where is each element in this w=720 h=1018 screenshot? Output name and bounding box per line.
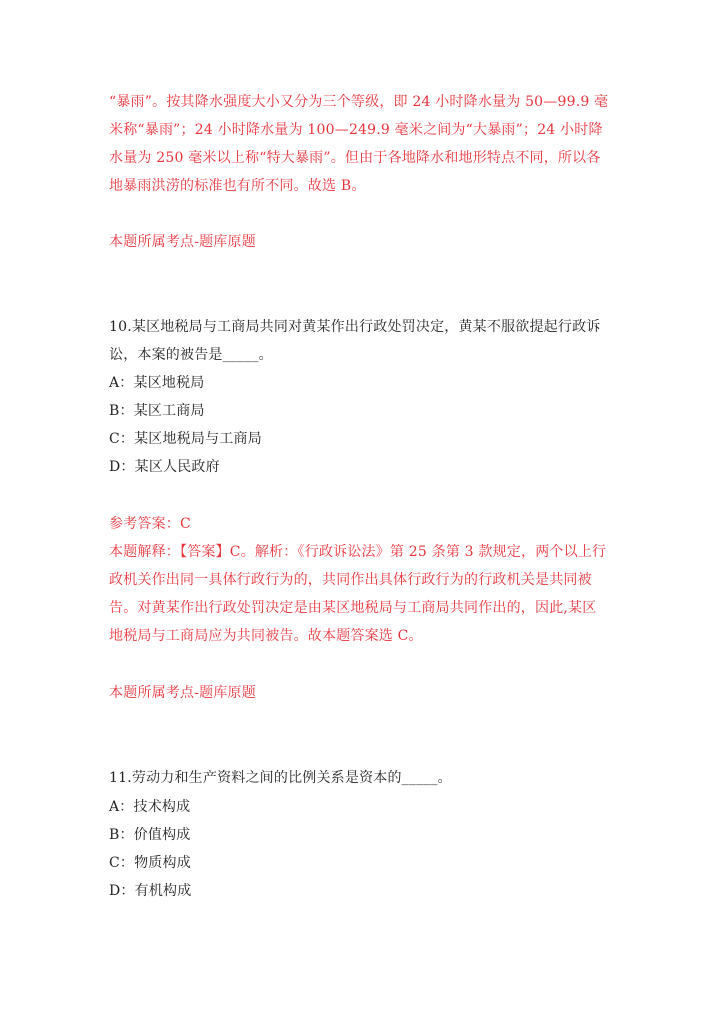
q9-explanation-line: 米称“暴雨”；24 小时降水量为 100—249.9 毫米之间为“大暴雨”；24 小时降 [109, 122, 603, 138]
q10-option-a: A：某区地税局 [109, 375, 205, 391]
q9-explanation-line: “暴雨”。按其降水强度大小又分为三个等级，即 24 小时降水量为 50—99.9 毫 [109, 94, 609, 110]
q10-explanation-line: 本题解释：【答案】C。解析：《行政诉讼法》第 25 条第 3 款规定，两个以上行 [109, 544, 607, 560]
q10-source-label: 本题所属考点-题库原题 [109, 685, 256, 701]
q11-option-a: A：技术构成 [109, 799, 191, 815]
q11-stem-line: 11.劳动力和生产资料之间的比例关系是资本的_____。 [109, 770, 452, 786]
q10-option-b: B：某区工商局 [109, 403, 205, 419]
q11-option-c: C：物质构成 [109, 855, 191, 871]
q10-option-d: D：某区人民政府 [109, 459, 220, 475]
q9-explanation-line: 水量为 250 毫米以上称“特大暴雨”。但由于各地降水和地形特点不同，所以各 [109, 150, 601, 166]
q10-stem-line: 10.某区地税局与工商局共同对黄某作出行政处罚决定，黄某不服欲提起行政诉 [109, 319, 601, 335]
q10-explanation-line: 告。对黄某作出行政处罚决定是由某区地税局与工商局共同作出的，因此,某区 [109, 600, 597, 616]
q9-source-label: 本题所属考点-题库原题 [109, 234, 256, 250]
q11-option-d: D：有机构成 [109, 883, 192, 899]
q10-stem-line: 讼，本案的被告是_____。 [109, 347, 273, 363]
q11-option-b: B：价值构成 [109, 827, 191, 843]
q10-answer: 参考答案：C [109, 516, 191, 532]
q10-explanation-line: 政机关作出同一具体行政行为的，共同作出具体行政行为的行政机关是共同被 [109, 572, 592, 588]
q10-option-c: C：某区地税局与工商局 [109, 431, 262, 447]
q9-explanation-line: 地暴雨洪涝的标准也有所不同。故选 B。 [109, 178, 366, 194]
q10-explanation-line: 地税局与工商局应为共同被告。故本题答案选 C。 [109, 628, 423, 644]
